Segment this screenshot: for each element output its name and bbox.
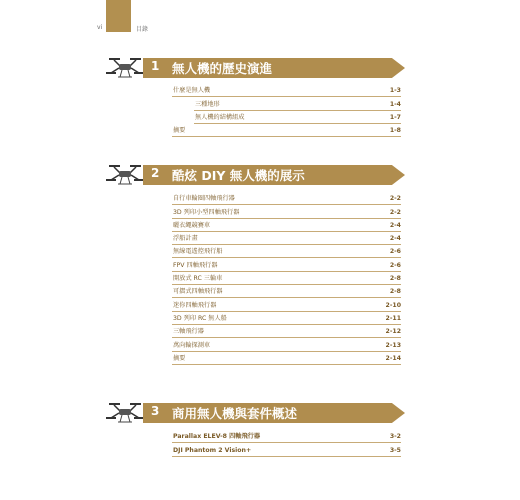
page-number: vi [97,24,103,31]
entry-title: 無線電遙控飛行船 [173,248,223,256]
entry-title: 摘要 [173,127,186,135]
entry-page: 1-3 [389,87,401,95]
chapter-title: 無人機的歷史演進 [172,61,273,76]
section-title: 目錄 [136,26,149,33]
toc-entry[interactable] [172,272,401,285]
header-tab [106,0,131,32]
entry-page: 2-12 [385,328,401,336]
entry-title: 無人機的結構組成 [195,113,245,121]
entry-title: 三軸飛行器 [173,328,204,336]
toc-entry[interactable] [172,192,401,205]
toc-subentry[interactable] [194,111,401,124]
drone-icon [105,53,145,81]
entry-title: 萬向輪探測車 [173,341,211,349]
toc-entry[interactable] [172,285,401,298]
toc-entry[interactable] [172,232,401,245]
entry-title: 三種地形 [195,100,220,108]
chapter-1-heading[interactable] [105,55,405,79]
entry-title: Parallax ELEV-8 四軸飛行器 [173,433,261,441]
toc-entry[interactable] [172,258,401,271]
chapter-2-heading[interactable] [105,162,405,186]
entry-page: 2-10 [385,301,401,309]
entry-page: 2-8 [389,288,401,296]
chapter-2-entries [172,192,401,365]
entry-title: FPV 四軸飛行器 [173,261,218,269]
toc-entry[interactable] [172,443,401,456]
entry-page: 3-5 [389,446,401,454]
entry-title: 迷你四軸飛行器 [173,301,217,309]
chapter-3-heading[interactable] [105,400,405,424]
drone-icon [105,398,145,426]
entry-title: 摘要 [173,354,186,362]
chapter-title: 酷炫 DIY 無人機的展示 [172,168,305,183]
toc-entry[interactable] [172,124,401,137]
drone-icon [105,160,145,188]
chapter-title: 商用無人機與套件概述 [172,406,298,421]
entry-page: 2-2 [389,195,401,203]
entry-title: 可摺式四軸飛行器 [173,288,223,296]
entry-title: 3D 列印 RC 無人船 [173,314,227,322]
entry-page: 1-7 [389,113,401,121]
toc-subentry[interactable] [194,97,401,110]
entry-page: 2-11 [385,314,401,322]
entry-page: 3-2 [389,433,401,441]
toc-entry[interactable] [172,84,401,97]
entry-page: 2-14 [385,354,401,362]
entry-title: 什麼是無人機 [173,87,211,95]
chapter-1-entries [172,84,401,137]
chapter-3-entries [172,430,401,457]
chapter-number: 2 [151,166,160,180]
toc-entry[interactable] [172,312,401,325]
entry-page: 2-13 [385,341,401,349]
toc-entry[interactable] [172,325,401,338]
entry-title: 浮船計畫 [173,235,198,243]
toc-entry[interactable] [172,245,401,258]
entry-title: 自行車輪圈四軸飛行器 [173,195,235,203]
entry-page: 1-8 [389,127,401,135]
toc-entry[interactable] [172,205,401,218]
entry-page: 2-2 [389,208,401,216]
chapter-number: 1 [151,59,160,73]
chapter-number: 3 [151,404,160,418]
entry-page: 2-8 [389,275,401,283]
entry-page: 2-6 [389,261,401,269]
entry-page: 2-6 [389,248,401,256]
toc-entry[interactable] [172,219,401,232]
entry-title: DJI Phantom 2 Vision+ [173,446,252,454]
entry-title: 曬衣繩競賽車 [173,221,211,229]
entry-title: 開放式 RC 三輪車 [173,275,223,283]
toc-entry[interactable] [172,352,401,365]
toc-entry[interactable] [172,298,401,311]
toc-entry[interactable] [172,430,401,443]
entry-page: 2-4 [389,221,401,229]
entry-page: 1-4 [389,100,401,108]
toc-entry[interactable] [172,338,401,351]
entry-page: 2-4 [389,235,401,243]
entry-title: 3D 列印小型四軸飛行器 [173,208,240,216]
